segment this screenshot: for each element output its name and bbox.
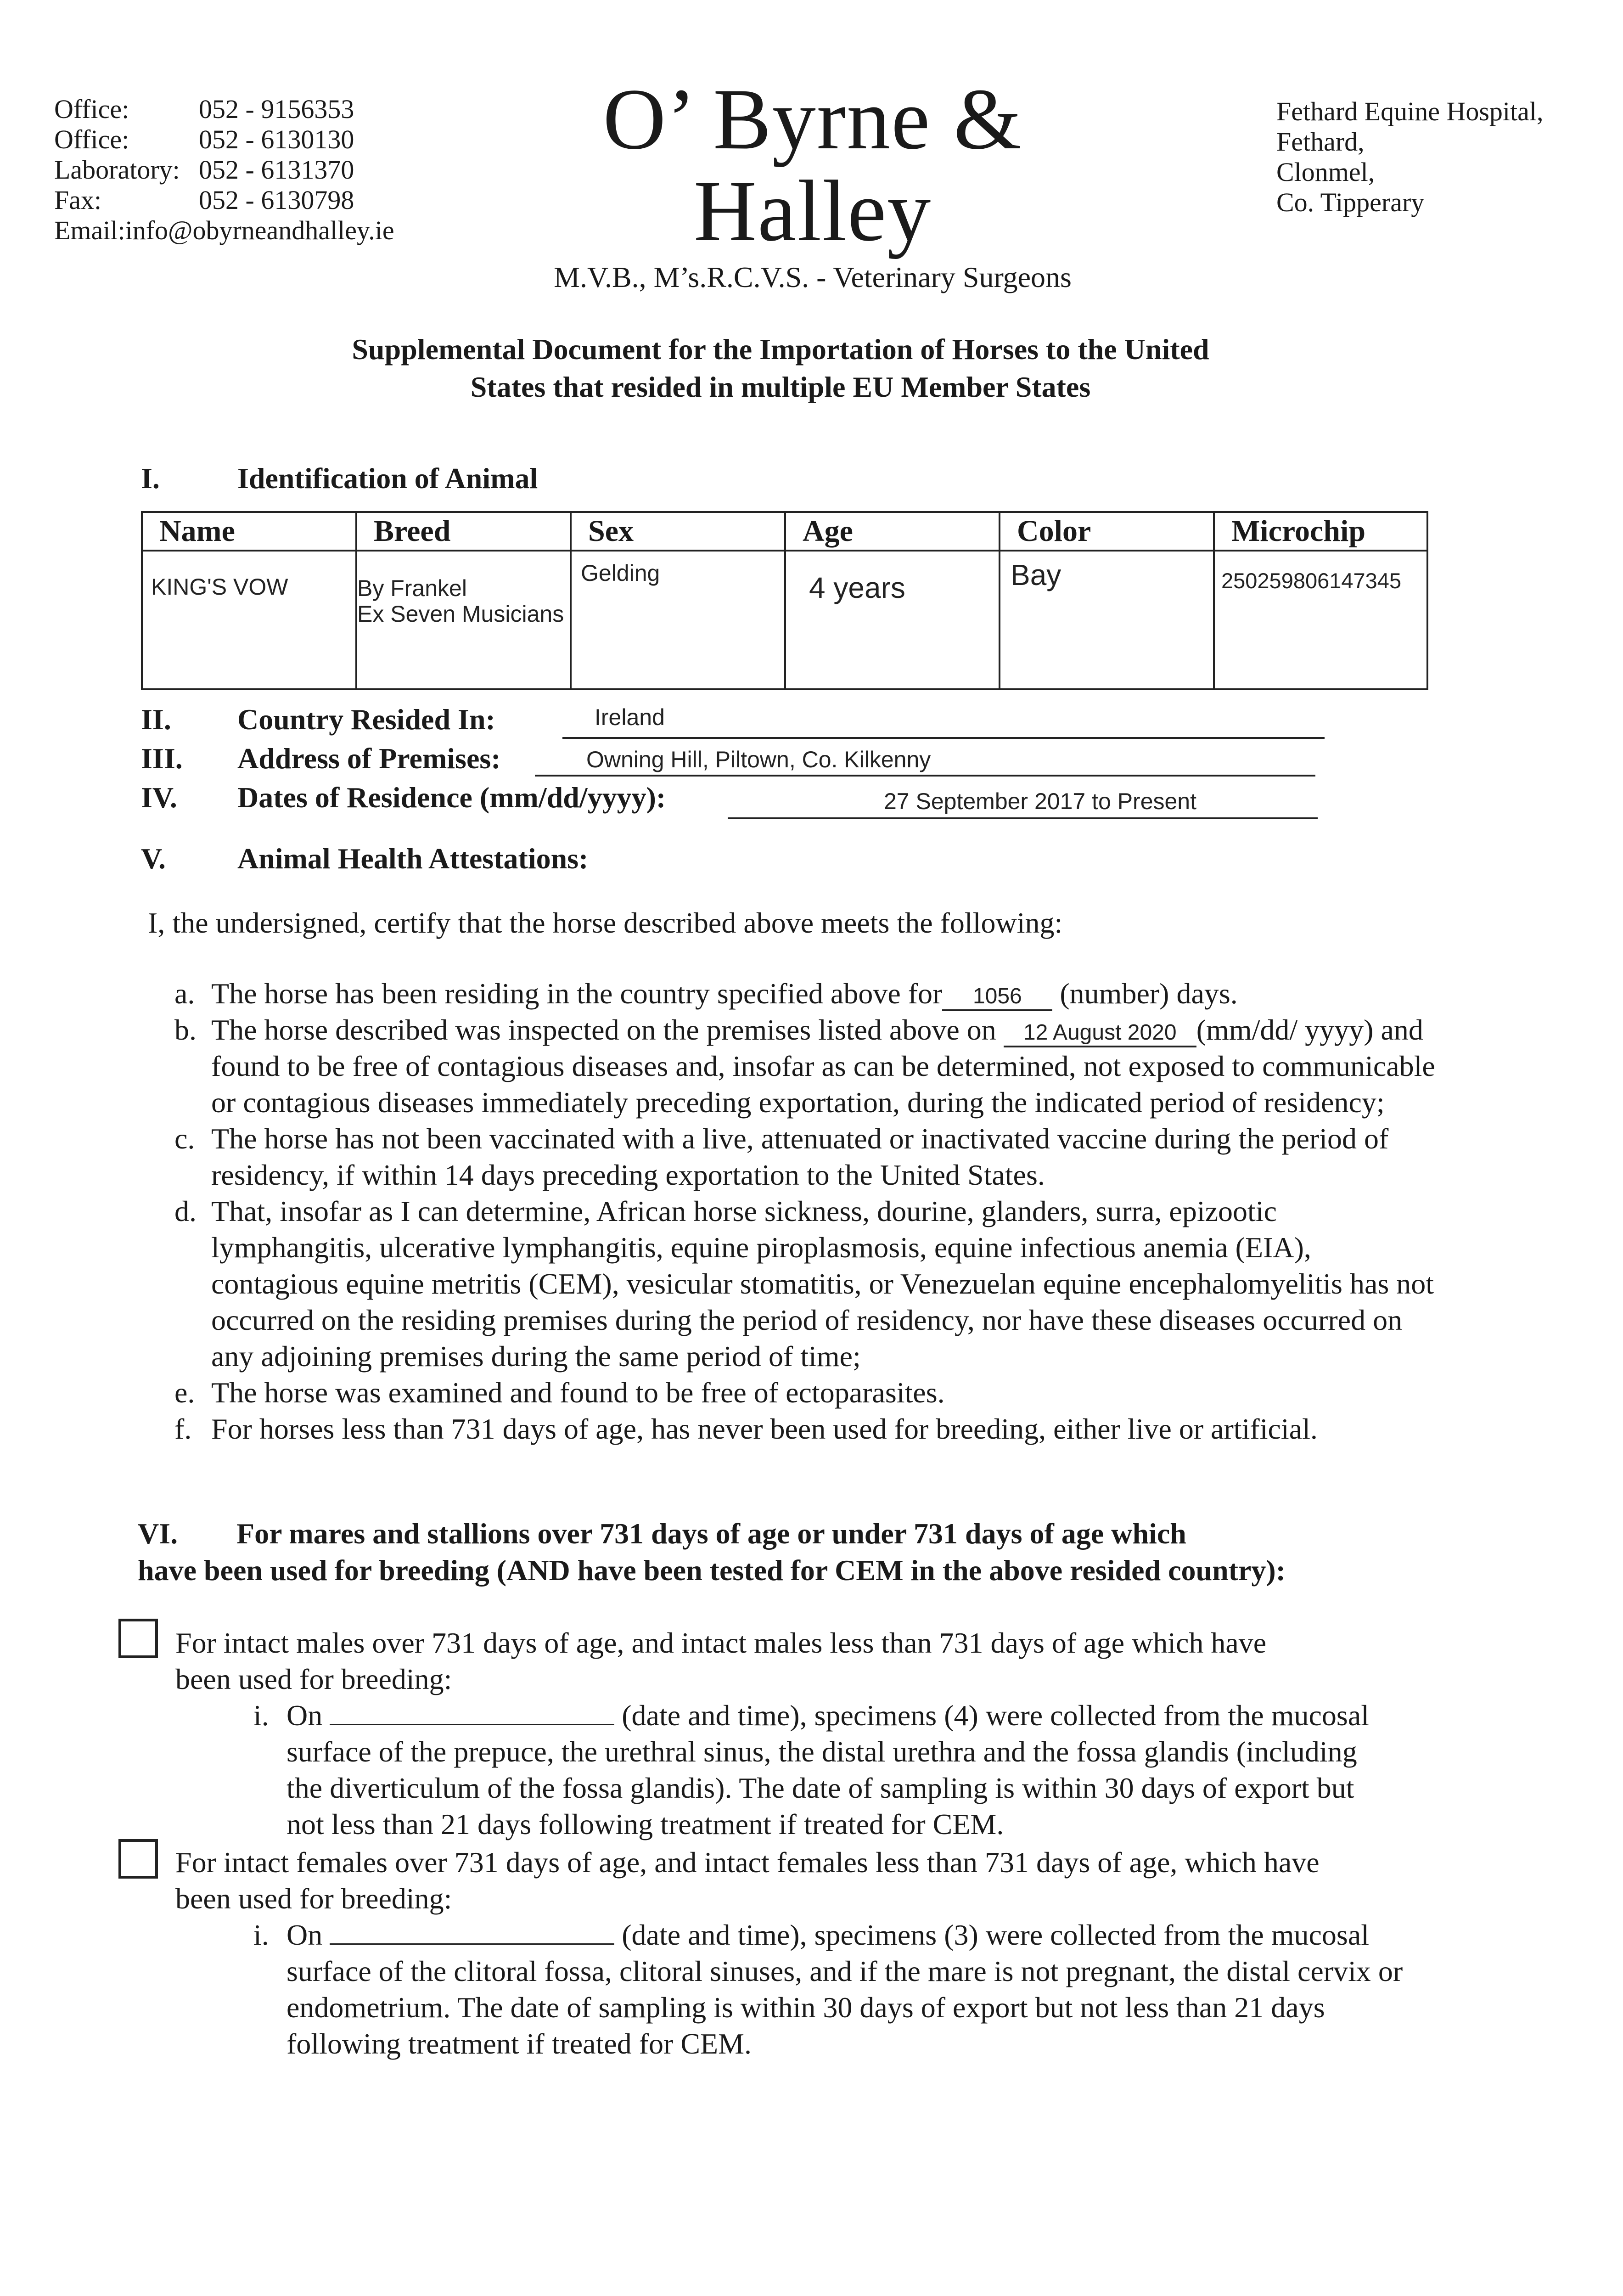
intact-males-block: For intact males over 731 days of age, and intact males less than 731 days of age which have been used for breeding: i. On (date and time), specimens (4) were collected from the mucosal surface of the prepuce, the urethral sinus, the distal urethra and the fossa glandis (including the diverticulum of the fossa glandis). The date of sampling is within 30 days of export but not less than 21 days following treatment if treated for CEM. (175, 1625, 1461, 1842)
list-item: i. On (date and time), specimens (3) were collected from the mucosal surface of the clitoral fossa, clitoral sinuses, and if the mare is not pregnant, the distal cervix or endometrium. The date of sampling is within 30 days of export but not less than 21 days following treatment if treated for CEM. (253, 1919, 1403, 2060)
list-item: f. For horses less than 731 days of age, has never been used for breeding, either live or artificial. (174, 1412, 1318, 1445)
list-item: i. On (date and time), specimens (4) were collected from the mucosal surface of the prepuce, the urethral sinus, the distal urethra and the fossa glandis (including the diverticulum of the fossa glandis). The date of sampling is within 30 days of export but not less than 21 days following treatment if treated for CEM. (253, 1699, 1369, 1840)
address-line: Fethard, (1276, 127, 1365, 157)
table-row (142, 551, 1427, 689)
list-item: a. The horse has been residing in the country specified above for 1056 (number) days. (174, 975, 1437, 1012)
females-sampling-date-field[interactable] (330, 1918, 614, 1945)
country-field: Ireland (562, 704, 1325, 739)
residency-days-field: 1056 (942, 984, 1052, 1011)
contact-block (54, 94, 394, 246)
contact-office-1: Office: 052 - 9156353 (54, 94, 354, 124)
col-breed-header: Breed (356, 512, 571, 551)
intact-females-block: For intact females over 731 days of age, and intact females less than 731 days of age, which have been used for breeding: i. On (date and time), specimens (3) were collected from the mucosal surface of the clitoral fossa, clitoral sinuses, and if the mare is not pregnant, the distal cervix or endometrium. The date of sampling is within 30 days of export but not less than 21 days following treatment if treated for CEM. (175, 1844, 1461, 2062)
cell-color: Bay (1000, 551, 1214, 689)
cell-age: 4 years (785, 551, 1000, 689)
letterhead (496, 73, 1129, 296)
hospital-address (1276, 96, 1544, 218)
section-4-row: IV. Dates of Residence (mm/dd/yyyy): (141, 781, 666, 814)
contact-office-2: Office: 052 - 6130130 (54, 124, 354, 154)
firm-qualifications: M.V.B., M’s.R.C.V.S. - Veterinary Surgeons (554, 261, 1072, 293)
section-2-row: II. Country Resided In: (141, 703, 495, 736)
col-color-header: Color (1000, 512, 1214, 551)
col-age-header: Age (785, 512, 1000, 551)
contact-fax: Fax: 052 - 6130798 (54, 185, 354, 215)
cell-name: KING'S VOW (142, 551, 356, 689)
document-title: Supplemental Document for the Importation of Horses to the United States that resided in multiple EU Member States (352, 333, 1209, 403)
section-5-heading: V. Animal Health Attestations: (141, 842, 589, 875)
males-sampling-date-field[interactable] (330, 1698, 614, 1725)
list-item: c. The horse has not been vaccinated with a live, attenuated or inactivated vaccine during the period of residency, if within 14 days preceding exportation to the United States. (174, 1122, 1389, 1191)
firm-name: O’ Byrne & Halley (603, 71, 1022, 259)
col-sex-header: Sex (571, 512, 785, 551)
list-item: d. That, insofar as I can determine, African horse sickness, dourine, glanders, surra, epizootic lymphangitis, ulcerative lymphangitis, equine piroplasmosis, equine infectious anemia (EIA), contagious equine metritis (CEM), vesicular stomatitis, or Venezuelan equine encephalomyelitis has not occurred on the residing premises during the period of residency, nor have these diseases occurred on any adjoining premises during the same period of time; (174, 1195, 1434, 1373)
cell-sex: Gelding (571, 551, 785, 689)
contact-laboratory: Laboratory: 052 - 6131370 (54, 155, 354, 185)
identification-table (141, 511, 1428, 690)
intact-females-checkbox[interactable] (118, 1839, 158, 1879)
inspection-date-field: 12 August 2020 (1004, 1020, 1196, 1047)
section-1-heading: I. Identification of Animal (141, 462, 538, 495)
list-item: e. The horse was examined and found to be free of ectoparasites. (174, 1376, 945, 1409)
attestation-list (174, 975, 1437, 1447)
col-name-header: Name (142, 512, 356, 551)
address-line: Fethard Equine Hospital, (1276, 96, 1544, 126)
contact-email: Email:info@obyrneandhalley.ie (54, 215, 394, 245)
section-3-row: III. Address of Premises: (141, 742, 501, 775)
cell-microchip: 250259806147345 (1214, 551, 1427, 689)
section-6-heading: VI. For mares and stallions over 731 days of age or under 731 days of age which have been used for breeding (AND have been tested for CEM in the above resided country): (138, 1517, 1286, 1587)
cell-breed: By Frankel Ex Seven Musicians (356, 551, 571, 689)
address-field: Owning Hill, Piltown, Co. Kilkenny (535, 743, 1315, 777)
intact-males-checkbox[interactable] (118, 1619, 158, 1658)
address-line: Co. Tipperary (1276, 187, 1425, 217)
col-microchip-header: Microchip (1214, 512, 1427, 551)
table-header-row (142, 512, 1427, 551)
address-line: Clonmel, (1276, 157, 1375, 187)
residence-dates-field: 27 September 2017 to Present (728, 782, 1318, 819)
list-item: b. The horse described was inspected on the premises listed above on 12 August 2020 (mm/dd/ yyyy) and found to be free of contagious diseases and, insofar as can be determined, not exposed to communicable or contagious diseases immediately preceding exportation, during the indicated period of residency; (174, 1013, 1435, 1119)
attestation-intro: I, the undersigned, certify that the horse described above meets the following: (148, 906, 1063, 939)
